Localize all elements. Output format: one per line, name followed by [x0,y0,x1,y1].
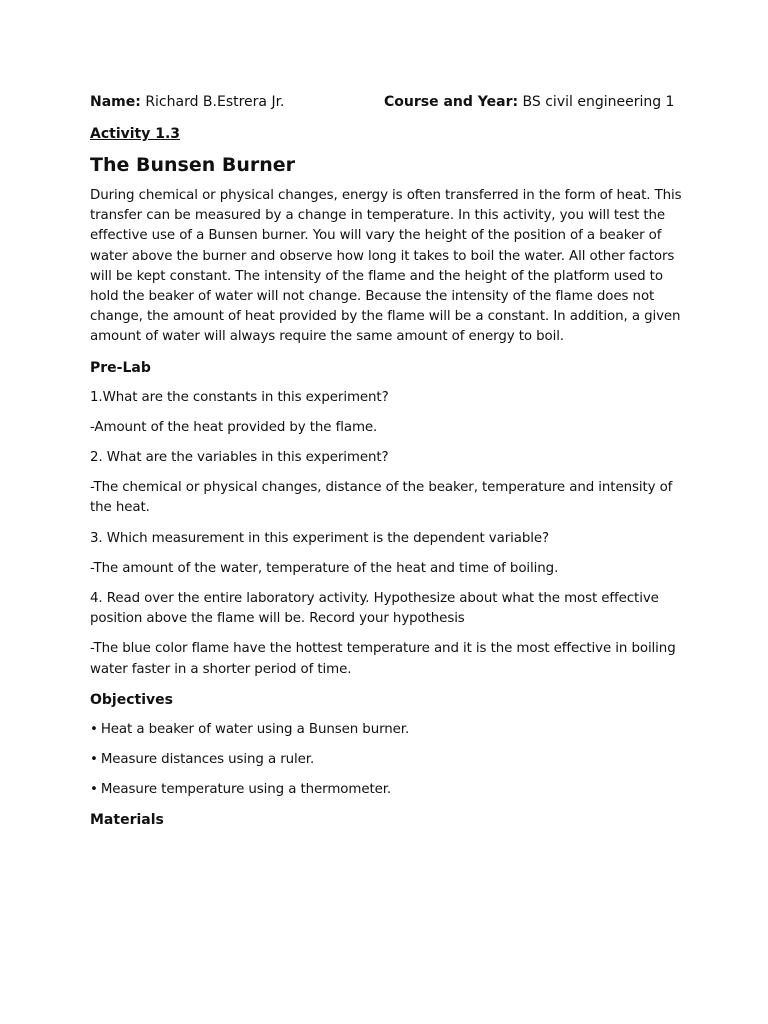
intro-paragraph: During chemical or physical changes, energy is often transferred in the form of heat. This transfer can be measured by a change in temperature. In this activity, you will test the effective use of a Bunsen burner. You will vary the height of the position of a beaker of water above the burner and observe how long it takes to boil the water. All other factors will be kept constant. The intensity of the flame and the height of the platform used to hold the beaker of water will not change. Because the intensity of the flame does not change, the amount of heat provided by the flame will be a constant. In addition, a given amount of water will always require the same amount of energy to boil. [90,188,682,345]
document-page [90,92,690,830]
course-and-year [384,92,674,112]
header-line [90,92,690,114]
name-label: Name: [90,94,141,110]
prelab-answer-2: -The chemical or physical changes, distance of the beaker, temperature and intensity of the heat. [90,480,673,516]
prelab-question-4: 4. Read over the entire laboratory activity. Hypothesize about what the most effective position above the flame will be. Record your hypothesis [90,591,659,627]
name-value: Richard B.Estrera Jr. [145,94,285,110]
prelab-question-1: 1.What are the constants in this experiment? [90,389,389,405]
objectives-heading: Objectives [90,691,173,708]
objective-item [90,780,690,800]
prelab-question-2: 2. What are the variables in this experiment? [90,450,389,466]
course-value: BS civil engineering 1 [522,94,675,110]
prelab-answer-4: -The blue color flame have the hottest temperature and it is the most effective in boiling water faster in a shorter period of time. [90,641,676,677]
prelab-question-3: 3. Which measurement in this experiment is the dependent variable? [90,530,549,546]
prelab-answer-1: -Amount of the heat provided by the flame. [90,419,378,435]
activity-number: Activity 1.3 [90,126,181,142]
objective-item [90,750,690,770]
student-name [90,92,285,112]
objective-item [90,720,690,740]
objective-text: Measure distances using a ruler. [100,752,315,768]
bullet-icon: • [90,752,98,768]
materials-heading: Materials [90,812,164,829]
objective-text: Measure temperature using a thermometer. [100,782,392,798]
prelab-heading: Pre-Lab [90,359,151,376]
document-title: The Bunsen Burner [90,154,296,176]
bullet-icon: • [90,782,98,798]
bullet-icon: • [90,721,98,737]
course-label: Course and Year: [384,94,519,110]
prelab-answer-3: -The amount of the water, temperature of the heat and time of boiling. [90,560,559,576]
objective-text: Heat a beaker of water using a Bunsen burner. [100,721,410,737]
